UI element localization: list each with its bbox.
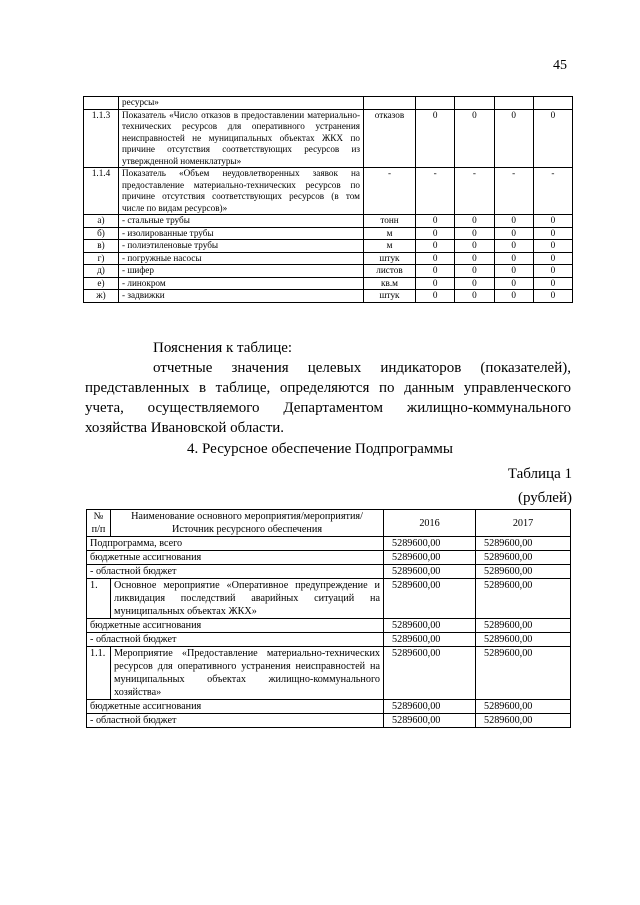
indicator-value: 0 (455, 252, 494, 265)
indicator-name: - полиэтиленовые трубы (119, 240, 364, 253)
row-name: бюджетные ассигнования (87, 551, 384, 565)
row-value-2017: 5289600,00 (476, 633, 571, 647)
indicator-num: ж) (84, 290, 119, 303)
table-row (87, 633, 571, 647)
indicator-num: 1.1.4 (84, 168, 119, 215)
row-value-2016: 5289600,00 (384, 537, 476, 551)
row-value-2016: 5289600,00 (384, 633, 476, 647)
indicator-num: е) (84, 277, 119, 290)
indicator-value: 0 (455, 215, 494, 228)
indicator-value: - (416, 168, 455, 215)
row-name: Подпрограмма, всего (87, 537, 384, 551)
table-row (87, 565, 571, 579)
indicator-value: - (455, 168, 494, 215)
table-row (87, 537, 571, 551)
indicator-value: 0 (416, 277, 455, 290)
notes-body: отчетные значения целевых индикаторов (показателей), представленных в таблице, определяются по данным управленческого учета, осуществляемого Департаментом жилищно-коммунального хозяйства Ивановской области. (85, 360, 571, 436)
indicator-value: 0 (455, 277, 494, 290)
indicator-value: 0 (455, 109, 494, 168)
table-row (87, 647, 571, 700)
table-row (84, 97, 573, 110)
table-row (87, 551, 571, 565)
row-name: бюджетные ассигнования (87, 700, 384, 714)
indicator-unit: штук (364, 290, 416, 303)
indicator-unit: отказов (364, 109, 416, 168)
indicator-value: 0 (533, 227, 572, 240)
table-row (84, 168, 573, 215)
row-value-2017: 5289600,00 (476, 565, 571, 579)
indicator-num: д) (84, 265, 119, 278)
indicator-value: 0 (416, 265, 455, 278)
table-row (87, 714, 571, 728)
indicator-value: 0 (494, 277, 533, 290)
header-year-2017: 2017 (476, 510, 571, 537)
indicator-value (455, 97, 494, 110)
row-value-2016: 5289600,00 (384, 647, 476, 700)
indicator-value (416, 97, 455, 110)
row-value-2017: 5289600,00 (476, 579, 571, 619)
row-value-2017: 5289600,00 (476, 714, 571, 728)
indicator-value: 0 (533, 265, 572, 278)
indicator-name: Показатель «Объем неудовлетворенных заявок на предоставление материально-технических ресурсов по причине отсутствия соответствующих ресурсов (в том числе по видам ресурсов)» (119, 168, 364, 215)
row-value-2016: 5289600,00 (384, 579, 476, 619)
row-value-2017: 5289600,00 (476, 647, 571, 700)
indicator-value: 0 (416, 227, 455, 240)
resources-table-header (87, 510, 571, 537)
indicator-value (533, 97, 572, 110)
row-value-2017: 5289600,00 (476, 619, 571, 633)
indicator-value: 0 (455, 240, 494, 253)
indicator-num: а) (84, 215, 119, 228)
units-label: (рублей) (517, 490, 572, 506)
table-row (87, 579, 571, 619)
indicator-num (84, 97, 119, 110)
indicator-value: 0 (533, 240, 572, 253)
indicator-num: 1.1.3 (84, 109, 119, 168)
indicator-value: 0 (494, 240, 533, 253)
table-row (84, 215, 573, 228)
indicator-name: - линокром (119, 277, 364, 290)
row-name: бюджетные ассигнования (87, 619, 384, 633)
resources-table (86, 509, 571, 728)
indicator-value: 0 (533, 277, 572, 290)
indicator-name: ресурсы» (119, 97, 364, 110)
indicator-unit: тонн (364, 215, 416, 228)
table-row (84, 252, 573, 265)
row-value-2016: 5289600,00 (384, 565, 476, 579)
indicator-value: 0 (533, 290, 572, 303)
indicator-value: 0 (416, 290, 455, 303)
indicator-unit: листов (364, 265, 416, 278)
indicator-unit: - (364, 168, 416, 215)
indicator-name: - погружные насосы (119, 252, 364, 265)
indicator-name: - задвижки (119, 290, 364, 303)
indicator-value: 0 (533, 109, 572, 168)
indicator-value: 0 (494, 227, 533, 240)
indicator-unit: кв.м (364, 277, 416, 290)
table-row (84, 277, 573, 290)
indicator-value: 0 (416, 215, 455, 228)
indicator-value: 0 (494, 215, 533, 228)
indicator-value: 0 (494, 290, 533, 303)
indicator-unit: м (364, 240, 416, 253)
row-value-2017: 5289600,00 (476, 537, 571, 551)
indicator-num: г) (84, 252, 119, 265)
row-value-2016: 5289600,00 (384, 714, 476, 728)
indicator-value (494, 97, 533, 110)
section-title: 4. Ресурсное обеспечение Подпрограммы (187, 441, 453, 457)
indicator-value: 0 (494, 265, 533, 278)
indicator-name: Показатель «Число отказов в предоставлении материально-технических ресурсов для оперативного устранения неисправностей не муниципальных объектах ЖКХ по причине отсутствия соответствующих ресурсов из утвержденной номенклатуры» (119, 109, 364, 168)
row-name: Мероприятие «Предоставление материально-технических ресурсов для оперативного устранения неисправностей на муниципальных объектах жилищно-коммунального хозяйства» (111, 647, 384, 700)
indicator-num: в) (84, 240, 119, 253)
row-value-2016: 5289600,00 (384, 551, 476, 565)
indicator-name: - шифер (119, 265, 364, 278)
indicator-value: 0 (455, 227, 494, 240)
header-name: Наименование основного мероприятия/мероприятия/Источник ресурсного обеспечения (111, 510, 384, 537)
table-label: Таблица 1 (507, 466, 572, 482)
table-row (84, 109, 573, 168)
indicator-unit: м (364, 227, 416, 240)
table-row (84, 265, 573, 278)
row-value-2016: 5289600,00 (384, 619, 476, 633)
indicator-value: 0 (416, 240, 455, 253)
table-notes (85, 338, 571, 438)
indicator-unit (364, 97, 416, 110)
indicator-value: 0 (455, 290, 494, 303)
row-value-2016: 5289600,00 (384, 700, 476, 714)
table-row (84, 290, 573, 303)
indicator-name: - стальные трубы (119, 215, 364, 228)
row-name: Основное мероприятие «Оперативное предупреждение и ликвидация последствий аварийных ситуаций на муниципальных объектах ЖКХ» (111, 579, 384, 619)
row-num: 1.1. (87, 647, 111, 700)
indicator-value: 0 (416, 109, 455, 168)
indicator-value: 0 (455, 265, 494, 278)
row-name: - областной бюджет (87, 565, 384, 579)
row-name: - областной бюджет (87, 714, 384, 728)
row-value-2017: 5289600,00 (476, 700, 571, 714)
indicator-value: 0 (494, 109, 533, 168)
indicator-value: - (533, 168, 572, 215)
page-number: 45 (553, 58, 567, 73)
table-row (84, 240, 573, 253)
table-row (84, 227, 573, 240)
indicator-value: - (494, 168, 533, 215)
indicator-value: 0 (533, 252, 572, 265)
table-row (87, 700, 571, 714)
row-value-2017: 5289600,00 (476, 551, 571, 565)
indicator-value: 0 (416, 252, 455, 265)
indicator-value: 0 (533, 215, 572, 228)
row-num: 1. (87, 579, 111, 619)
indicator-unit: штук (364, 252, 416, 265)
table-row (87, 619, 571, 633)
header-year-2016: 2016 (384, 510, 476, 537)
row-name: - областной бюджет (87, 633, 384, 647)
header-num: № п/п (87, 510, 111, 537)
indicator-num: б) (84, 227, 119, 240)
indicator-name: - изолированные трубы (119, 227, 364, 240)
notes-heading: Пояснения к таблице: (153, 340, 293, 356)
indicator-value: 0 (494, 252, 533, 265)
indicators-table (83, 96, 573, 303)
